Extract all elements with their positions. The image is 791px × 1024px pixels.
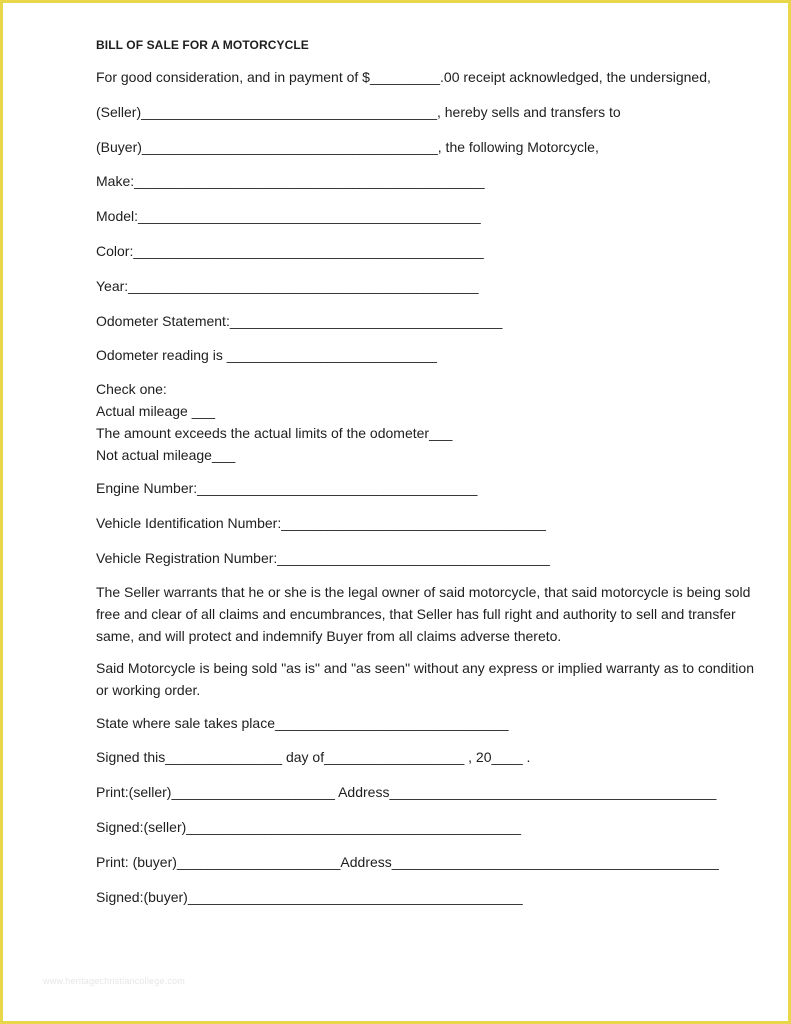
seller-line: (Seller)______________________________________, hereby sells and transfers to	[96, 103, 621, 120]
year-line: Year:_____________________________________________	[96, 277, 479, 294]
color-line: Color:_____________________________________________	[96, 242, 484, 259]
signed-date-line: Signed this_______________ day of__________________ , 20____ .	[96, 749, 531, 766]
document-title: BILL OF SALE FOR A MOTORCYCLE	[96, 38, 309, 52]
warranty-paragraph: The Seller warrants that he or she is the legal owner of said motorcycle, that said motorcycle is being sold free and clear of all claims and encumbrances, that Seller has full right and authority to sell and transfer same, and will protect and indemnify Buyer from all claims adverse thereto.	[96, 583, 751, 644]
signed-seller-line: Signed:(seller)___________________________________________	[96, 818, 522, 835]
print-buyer-line: Print: (buyer)_____________________Address__________________________________________	[96, 853, 719, 870]
odometer-statement-line: Odometer Statement:___________________________________	[96, 312, 503, 329]
check-option-not-actual: Not actual mileage___	[96, 447, 236, 464]
print-seller-line: Print:(seller)_____________________ Address__________________________________________	[96, 784, 717, 801]
document-body	[96, 38, 768, 921]
vin-line: Vehicle Identification Number:__________________________________	[96, 514, 546, 531]
state-line: State where sale takes place______________________________	[96, 714, 509, 731]
registration-line: Vehicle Registration Number:___________________________________	[96, 549, 550, 566]
consideration-line: For good consideration, and in payment of $_________.00 receipt acknowledged, the undersigned,	[96, 69, 711, 85]
check-one-heading: Check one:	[96, 381, 167, 398]
odometer-reading-line: Odometer reading is ___________________________	[96, 347, 437, 364]
check-one-block	[96, 378, 768, 466]
watermark-text: www.heritagechristiancollege.com	[43, 976, 185, 986]
check-option-exceeds-limits: The amount exceeds the actual limits of the odometer___	[96, 425, 453, 442]
buyer-line: (Buyer)______________________________________, the following Motorcycle,	[96, 138, 599, 155]
model-line: Model:____________________________________________	[96, 208, 481, 225]
check-option-actual-mileage: Actual mileage ___	[96, 403, 216, 420]
as-is-paragraph: Said Motorcycle is being sold "as is" and "as seen" without any express or implied warranty as to condition or working order.	[96, 659, 754, 698]
signed-buyer-line: Signed:(buyer)___________________________________________	[96, 888, 523, 905]
engine-number-line: Engine Number:____________________________________	[96, 480, 478, 497]
make-line: Make:_____________________________________________	[96, 173, 485, 190]
